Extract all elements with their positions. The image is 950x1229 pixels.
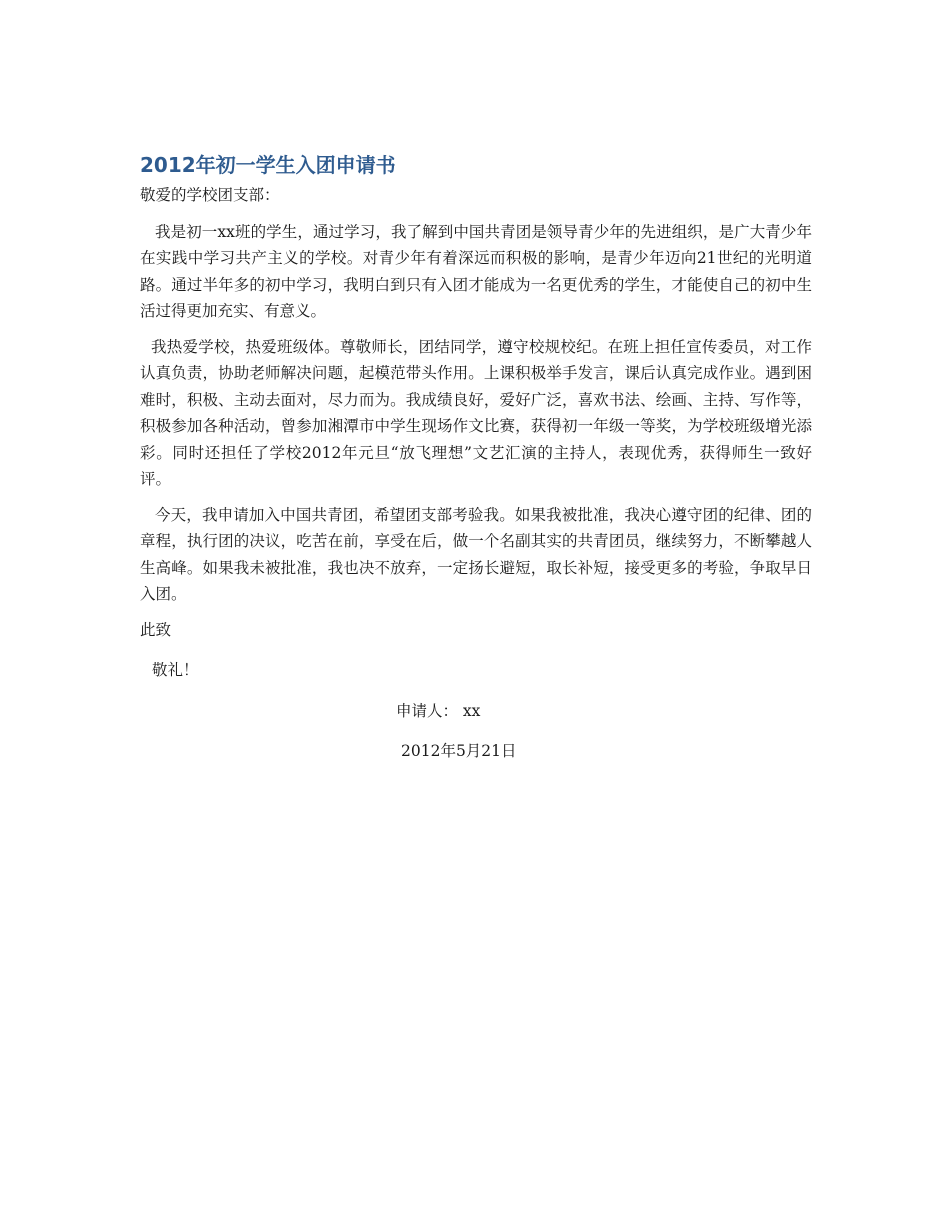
salutation: 敬爱的学校团支部： (140, 186, 280, 204)
paragraph-intro: 我是初一xx班的学生，通过学习，我了解到中国共青团是领导青少年的先进组织，是广大青少年在实践中学习共产主义的学校。对青少年有着深远而积极的影响，是青少年迈向21世纪的光明道路。通过半年多的初中学习，我明白到只有入团才能成为一名更优秀的学生，才能使自己的初中生活过得更加充实、有意义。 (140, 222, 812, 320)
paragraph-application: 今天，我申请加入中国共青团，希望团支部考验我。如果我被批准，我决心遵守团的纪律、团的章程，执行团的决议，吃苦在前，享受在后，做一个名副其实的共青团员，继续努力，不断攀越人生高峰。如果我未被批准，我也决不放弃，一定扬长避短，取长补短，接受更多的考验，争取早日入团。 (140, 505, 812, 603)
closing-line: 此致 (140, 620, 172, 639)
regards-line: 敬礼！ (152, 661, 199, 679)
applicant-signature: 申请人： xx (396, 701, 481, 720)
document-page (140, 150, 812, 765)
document-title: 2012年初一学生入团申请书 (140, 153, 396, 177)
paragraph-performance: 我热爱学校，热爱班级体。尊敬师长，团结同学，遵守校规校纪。在班上担任宣传委员，对工作认真负责，协助老师解决问题，起模范带头作用。上课积极举手发言，课后认真完成作业。遇到困难时，积极、主动去面对，尽力而为。我成绩良好，爱好广泛，喜欢书法、绘画、主持、写作等，积极参加各种活动，曾参加湘潭市中学生现场作文比赛，获得初一年级一等奖，为学校班级增光添彩。同时还担任了学校2012年元旦“放飞理想”文艺汇演的主持人，表现优秀，获得师生一致好评。 (140, 337, 812, 488)
application-date: 2012年5月21日 (401, 742, 517, 760)
